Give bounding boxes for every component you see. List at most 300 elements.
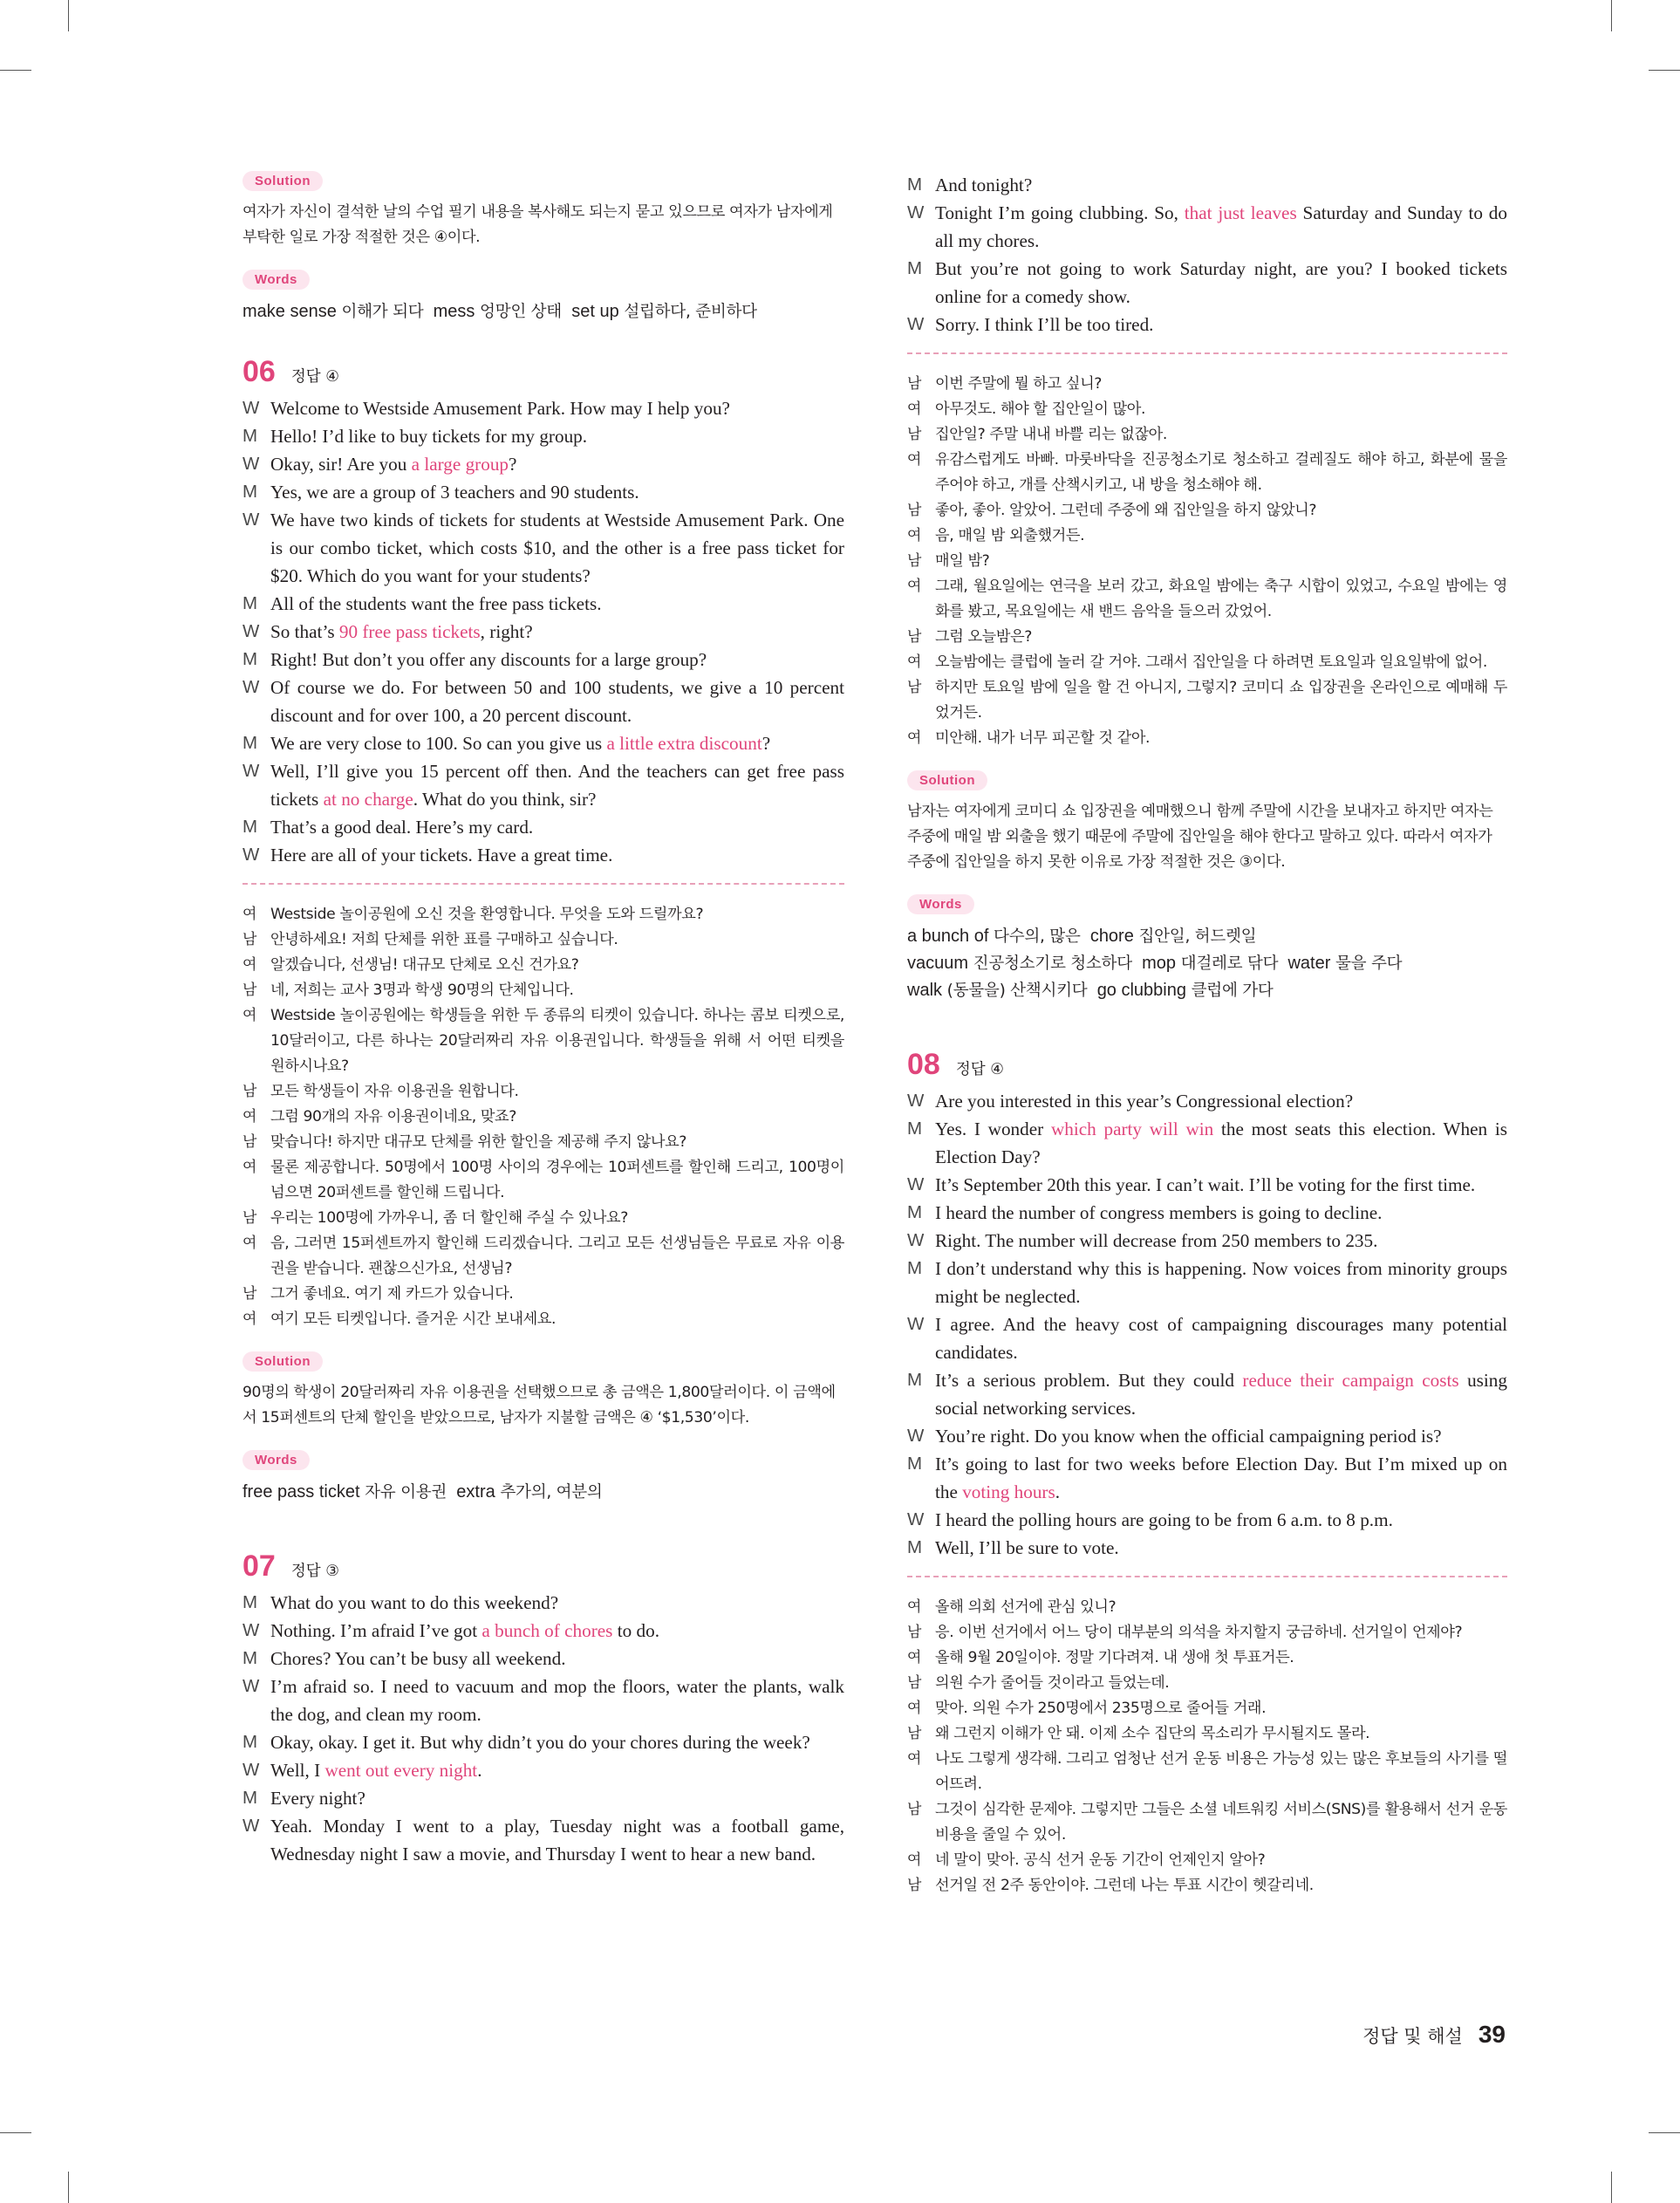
translation-line <box>907 1848 1507 1873</box>
speaker-label: 여 <box>907 729 922 747</box>
translation-line <box>907 726 1507 751</box>
translation-text: 아무것도. 해야 할 집안일이 많아. <box>935 400 1146 418</box>
dialogue-line <box>907 1115 1507 1171</box>
dialogue-text <box>935 1450 1507 1506</box>
question-number: 06 <box>242 355 276 388</box>
speaker-label: 여 <box>907 1750 922 1768</box>
speaker-label: W <box>242 1676 260 1696</box>
speaker-label: M <box>242 1592 258 1612</box>
crop-mark <box>0 70 31 71</box>
dialogue-line <box>907 1227 1507 1255</box>
translation-line <box>242 978 844 1003</box>
dialogue-text <box>935 171 1507 199</box>
right-column <box>907 171 1507 1899</box>
dialogue-text <box>270 757 844 813</box>
dialogue-fragment: That’s a good deal. Here’s my card. <box>270 817 534 838</box>
word-ko: (동물을) 산책시키다 <box>946 982 1088 1000</box>
dialogue-text <box>935 1255 1507 1310</box>
translation-text: 미안해. 내가 너무 피곤할 것 같아. <box>935 729 1151 747</box>
key-phrase: went out every night <box>324 1760 478 1781</box>
solution-text: 여자가 자신이 결석한 날의 수업 필기 내용을 복사해도 되는지 묻고 있으므로 여자가 남자에게 부탁한 일로 가장 적절한 것은 ④이다. <box>242 203 833 246</box>
dialogue-line <box>242 1589 844 1617</box>
crop-mark <box>1649 70 1680 71</box>
dialogue-text <box>270 1784 844 1812</box>
dialogue <box>907 171 1507 339</box>
dialogue-text <box>935 1227 1507 1255</box>
translation-line <box>242 1079 844 1105</box>
speaker-label: 남 <box>907 1624 922 1641</box>
dialogue-text <box>270 394 844 422</box>
word-ko: 자유 이용권 <box>365 1483 447 1502</box>
speaker-label: W <box>907 1426 925 1446</box>
translation-text: 그래, 월요일에는 연극을 보러 갔고, 화요일 밤에는 축구 시합이 있었고, 수요일 밤에는 영화를 봤고, 목요일에는 새 밴드 음악을 들으러 갔었어. <box>935 578 1507 620</box>
speaker-label: 남 <box>242 1083 257 1100</box>
dialogue-text <box>935 1366 1507 1422</box>
translation-text: 의원 수가 줄어들 것이라고 들었는데. <box>935 1674 1170 1692</box>
words-list <box>907 923 1507 1004</box>
translation-text: 우리는 100명에 가까우니, 좀 더 할인해 주실 수 있나요? <box>270 1209 628 1227</box>
dialogue-fragment: , right? <box>480 621 533 642</box>
key-phrase: at no charge <box>323 789 413 810</box>
translation-line <box>242 953 844 978</box>
dialogue-line <box>242 590 844 618</box>
translation-line <box>907 549 1507 574</box>
translation-text: 그거 좋네요. 여기 제 카드가 있습니다. <box>270 1285 514 1303</box>
dialogue-fragment: Of course we do. For between 50 and 100 students, we give a 10 percent discount and for over 100, a 20 percent discount. <box>270 677 844 726</box>
dialogue-line <box>907 1506 1507 1534</box>
speaker-label: M <box>907 258 923 278</box>
solution-badge: Solution <box>242 171 323 191</box>
key-phrase: a large group <box>411 454 509 475</box>
speaker-label: M <box>907 1370 923 1390</box>
word-ko: 다수의, 많은 <box>994 927 1081 946</box>
dialogue-line <box>907 1422 1507 1450</box>
dialogue-fragment: We are very close to 100. So can you give us <box>270 733 607 754</box>
dialogue-text <box>270 450 844 478</box>
key-phrase: voting hours <box>962 1481 1055 1502</box>
dialogue-fragment: . <box>477 1760 482 1781</box>
question-header <box>242 355 844 389</box>
speaker-label: M <box>242 1648 258 1668</box>
dialogue-fragment: Okay, sir! Are you <box>270 454 412 475</box>
dialogue-fragment: It’s a serious problem. But they could <box>935 1370 1243 1391</box>
dialogue-text <box>270 422 844 450</box>
divider <box>907 1576 1507 1577</box>
dialogue-line <box>907 311 1507 339</box>
speaker-label: M <box>907 1537 923 1557</box>
speaker-label: 여 <box>907 1700 922 1717</box>
dialogue-line <box>242 1673 844 1728</box>
dialogue-text <box>270 1589 844 1617</box>
word-ko: 대걸레로 닦다 <box>1180 954 1279 973</box>
dialogue <box>242 1589 844 1868</box>
speaker-label: 여 <box>242 1108 257 1125</box>
dialogue-text <box>270 646 844 674</box>
dialogue-line <box>242 646 844 674</box>
translation-line <box>242 1130 844 1155</box>
speaker-label: M <box>907 1202 923 1222</box>
dialogue-text <box>935 255 1507 311</box>
speaker-label: M <box>242 817 258 837</box>
dialogue-line <box>907 1171 1507 1199</box>
dialogue <box>907 1087 1507 1562</box>
translation-line <box>907 372 1507 397</box>
dialogue-fragment: Right. The number will decrease from 250 members to 235. <box>935 1230 1378 1251</box>
word-en: free pass ticket <box>242 1482 360 1502</box>
translation-line <box>907 1696 1507 1721</box>
dialogue-fragment: Every night? <box>270 1788 365 1809</box>
dialogue-fragment: Right! But don’t you offer any discounts for a large group? <box>270 649 707 670</box>
dialogue-line <box>242 506 844 590</box>
translation-line <box>907 498 1507 523</box>
speaker-label: 남 <box>907 1674 922 1692</box>
divider <box>907 352 1507 354</box>
dialogue-line <box>242 1812 844 1868</box>
words-badge: Words <box>907 894 974 914</box>
speaker-label: W <box>907 1091 925 1111</box>
translation-text: 이번 주말에 뭘 하고 싶니? <box>935 375 1103 393</box>
dialogue-line <box>242 813 844 841</box>
word-ko: 진공청소기로 청소하다 <box>973 954 1132 973</box>
question-answer: 정답 ③ <box>290 1563 339 1580</box>
speaker-label: W <box>242 1816 260 1836</box>
dialogue-fragment: I heard the polling hours are going to be from 6 a.m. to 8 p.m. <box>935 1509 1393 1530</box>
speaker-label: M <box>907 1119 923 1139</box>
translation-line <box>907 625 1507 650</box>
dialogue-text <box>270 618 844 646</box>
dialogue-fragment: So that’s <box>270 621 339 642</box>
word-ko: 클럽에 가다 <box>1191 982 1274 1000</box>
speaker-label: 여 <box>242 906 257 923</box>
translation-text: 나도 그렇게 생각해. 그리고 엄청난 선거 운동 비용은 가능성 있는 많은 후보들의 사기를 떨어뜨려. <box>935 1750 1507 1793</box>
word-ko: 집안일, 허드렛일 <box>1138 927 1257 946</box>
dialogue-text <box>935 311 1507 339</box>
dialogue-line <box>242 729 844 757</box>
words-badge: Words <box>242 270 310 290</box>
speaker-label: 남 <box>907 1801 922 1818</box>
translation-line <box>242 1105 844 1130</box>
word-en: vacuum <box>907 954 969 973</box>
speaker-label: 남 <box>907 502 922 519</box>
word-en: extra <box>456 1482 495 1502</box>
dialogue-fragment: It’s September 20th this year. I can’t wait. I’ll be voting for the first time. <box>935 1174 1476 1195</box>
translation-line <box>907 1645 1507 1671</box>
dialogue-line <box>242 1756 844 1784</box>
speaker-label: W <box>242 1620 260 1640</box>
dialogue <box>242 394 844 869</box>
dialogue-fragment: I don’t understand why this is happening. Now voices from minority groups might be neglected. <box>935 1258 1507 1307</box>
speaker-label: M <box>242 426 258 446</box>
dialogue-fragment: Here are all of your tickets. Have a great time. <box>270 845 613 865</box>
translation <box>907 1595 1507 1899</box>
translation-text: 그럼 오늘밤은? <box>935 628 1033 646</box>
translation-line <box>907 1873 1507 1899</box>
words-list <box>242 1479 844 1506</box>
speaker-label: 남 <box>907 552 922 570</box>
translation-line <box>907 1747 1507 1797</box>
translation-text: 그럼 90개의 자유 이용권이네요, 맞죠? <box>270 1108 516 1125</box>
dialogue-fragment: . <box>1055 1481 1061 1502</box>
translation-line <box>907 1595 1507 1620</box>
speaker-label: W <box>907 1314 925 1334</box>
word-ko: 이해가 되다 <box>341 303 424 321</box>
dialogue-line <box>907 1366 1507 1422</box>
speaker-label: 남 <box>907 1725 922 1742</box>
translation-text: 음, 그러면 15퍼센트까지 할인해 드리겠습니다. 그리고 모든 선생님들은 무료로 자유 이용권을 받습니다. 괜찮으신가요, 선생님? <box>270 1235 844 1277</box>
dialogue-text <box>935 1310 1507 1366</box>
translation-line <box>907 574 1507 625</box>
speaker-label: W <box>242 510 260 530</box>
words-line <box>907 977 1507 1004</box>
dialogue-line <box>242 674 844 729</box>
dialogue-line <box>907 171 1507 199</box>
translation-text: 맞아. 의원 수가 250명에서 235명으로 줄어들 거래. <box>935 1700 1267 1717</box>
dialogue-line <box>242 1784 844 1812</box>
speaker-label: W <box>242 761 260 781</box>
question-header <box>242 1550 844 1584</box>
speaker-label: 여 <box>907 1851 922 1869</box>
translation-line <box>242 1003 844 1079</box>
solution-text: 90명의 학생이 20달러짜리 자유 이용권을 선택했으므로 총 금액은 1,800달러이다. 이 금액에서 15퍼센트의 단체 할인을 받았으므로, 남자가 지불할 금액은 ④ ‘$1,530’이다. <box>242 1384 836 1426</box>
dialogue-line <box>907 1310 1507 1366</box>
key-phrase: reduce their campaign costs <box>1242 1370 1459 1391</box>
dialogue-fragment: All of the students want the free pass tickets. <box>270 593 602 614</box>
crop-mark <box>68 0 69 31</box>
question-answer: 정답 ④ <box>955 1061 1004 1078</box>
dialogue-fragment: Yes. I wonder <box>935 1119 1051 1139</box>
dialogue-line <box>242 1728 844 1756</box>
speaker-label: 남 <box>242 931 257 948</box>
translation-line <box>242 902 844 927</box>
word-ko: 엉망인 상태 <box>480 303 562 321</box>
dialogue-text <box>935 1534 1507 1562</box>
footer-title: 정답 및 해설 <box>1362 2026 1463 2047</box>
speaker-label: 여 <box>242 1007 257 1024</box>
speaker-label: W <box>242 1760 260 1780</box>
translation-text: 응. 이번 선거에서 어느 당이 대부분의 의석을 차지할지 궁금하네. 선거일이 언제야? <box>935 1624 1463 1641</box>
word-en: water <box>1287 954 1331 973</box>
translation-text: 음, 매일 밤 외출했거든. <box>935 527 1085 544</box>
translation-text: 좋아, 좋아. 알았어. 그런데 주중에 왜 집안일을 하지 않았니? <box>935 502 1317 519</box>
dialogue-text <box>935 1422 1507 1450</box>
word-en: a bunch of <box>907 927 989 946</box>
translation-line <box>907 675 1507 726</box>
translation-line <box>907 422 1507 448</box>
speaker-label: M <box>242 593 258 613</box>
speaker-label: 여 <box>242 1235 257 1252</box>
words-list <box>242 298 844 325</box>
translation-text: 안녕하세요! 저희 단체를 위한 표를 구매하고 싶습니다. <box>270 931 618 948</box>
dialogue-line <box>907 1255 1507 1310</box>
solution-badge: Solution <box>907 770 987 790</box>
dialogue-fragment: Nothing. I’m afraid I’ve got <box>270 1620 482 1641</box>
speaker-label: 남 <box>907 375 922 393</box>
divider <box>242 883 844 885</box>
translation-line <box>907 1797 1507 1848</box>
translation-line <box>907 523 1507 549</box>
word-ko: 설립하다, 준비하다 <box>624 303 757 321</box>
translation-text: 물론 제공합니다. 50명에서 100명 사이의 경우에는 10퍼센트를 할인해 드리고, 100명이 넘으면 20퍼센트를 할인해 드립니다. <box>270 1159 844 1201</box>
dialogue-fragment: Welcome to Westside Amusement Park. How may I help you? <box>270 398 730 419</box>
speaker-label: 여 <box>907 1598 922 1616</box>
speaker-label: 여 <box>242 956 257 974</box>
translation-text: 오늘밤에는 클럽에 놀러 갈 거야. 그래서 집안일을 다 하려면 토요일과 일요일밖에 없어. <box>935 653 1487 671</box>
dialogue-fragment: Yeah. Monday I went to a play, Tuesday night was a football game, Wednesday night I saw a movie, and Thursday I went to hear a new band. <box>270 1816 844 1864</box>
word-en: mess <box>433 302 475 321</box>
solution-badge: Solution <box>242 1351 323 1372</box>
translation <box>242 902 844 1332</box>
dialogue-fragment: What do you want to do this weekend? <box>270 1592 559 1613</box>
translation-text: 그것이 심각한 문제야. 그렇지만 그들은 소셜 네트워킹 서비스(SNS)를 활용해서 선거 운동 비용을 줄일 수 있어. <box>935 1801 1507 1844</box>
speaker-label: M <box>242 482 258 502</box>
dialogue-line <box>907 1450 1507 1506</box>
dialogue-fragment: . What do you think, sir? <box>413 789 597 810</box>
speaker-label: 여 <box>907 1649 922 1666</box>
speaker-label: W <box>907 1509 925 1529</box>
speaker-label: W <box>907 1174 925 1194</box>
page-number: 39 <box>1478 2021 1506 2048</box>
translation-line <box>907 448 1507 498</box>
translation-text: 하지만 토요일 밤에 일을 할 건 아니지, 그렇지? 코미디 쇼 입장권을 온라인으로 예매해 두었거든. <box>935 679 1507 722</box>
translation-line <box>907 1721 1507 1747</box>
dialogue-line <box>242 422 844 450</box>
solution-text: 남자는 여자에게 코미디 쇼 입장권을 예매했으니 함께 주말에 시간을 보내자고 하지만 여자는 주중에 매일 밤 외출을 했기 때문에 주말에 집안일을 해야 한다고 말하고 있다. 따라서 여자가 주중에 집안일을 하지 못한 이유로 가장 적절한 것은 ③이다. <box>907 803 1493 871</box>
dialogue-fragment: I agree. And the heavy cost of campaigning discourages many potential candidates. <box>935 1314 1507 1363</box>
speaker-label: 남 <box>242 1285 257 1303</box>
speaker-label: W <box>907 1230 925 1250</box>
translation-line <box>242 927 844 953</box>
dialogue-fragment: Well, I’ll give you 15 percent off then. And the teachers can get free pass tickets <box>270 761 844 810</box>
dialogue-fragment: Okay, okay. I get it. But why didn’t you do your chores during the week? <box>270 1732 810 1753</box>
dialogue-fragment: You’re right. Do you know when the official campaigning period is? <box>935 1426 1442 1447</box>
translation-line <box>242 1155 844 1206</box>
words-badge: Words <box>242 1450 310 1470</box>
dialogue-fragment: Hello! I’d like to buy tickets for my group. <box>270 426 588 447</box>
page-footer <box>1362 2021 1506 2049</box>
question-answer: 정답 ④ <box>290 368 339 386</box>
speaker-label: 남 <box>242 1209 257 1227</box>
words-line <box>907 950 1507 977</box>
dialogue-text <box>270 729 844 757</box>
translation-line <box>907 397 1507 422</box>
translation-text: 알겠습니다, 선생님! 대규모 단체로 오신 건가요? <box>270 956 579 974</box>
dialogue-text <box>270 1728 844 1756</box>
crop-mark <box>1611 2172 1612 2203</box>
words-line <box>907 923 1507 950</box>
dialogue-line <box>242 1617 844 1645</box>
dialogue-text <box>270 1812 844 1868</box>
key-phrase: that just leaves <box>1184 202 1297 223</box>
speaker-label: M <box>907 1258 923 1278</box>
dialogue-fragment: ? <box>509 454 517 475</box>
speaker-label: 남 <box>907 426 922 443</box>
speaker-label: 여 <box>907 527 922 544</box>
translation-line <box>242 1231 844 1282</box>
dialogue-fragment: Yes, we are a group of 3 teachers and 90 students. <box>270 482 639 503</box>
translation-line <box>242 1282 844 1307</box>
dialogue-line <box>907 1534 1507 1562</box>
speaker-label: 여 <box>242 1310 257 1328</box>
speaker-label: W <box>242 454 260 474</box>
dialogue-fragment: Tonight I’m going clubbing. So, <box>935 202 1185 223</box>
speaker-label: 남 <box>907 679 922 696</box>
dialogue-text <box>270 674 844 729</box>
speaker-label: 여 <box>907 400 922 418</box>
key-phrase: 90 free pass tickets <box>338 621 481 642</box>
translation-line <box>907 1671 1507 1696</box>
dialogue-line <box>242 450 844 478</box>
dialogue-fragment: using social networking services. <box>935 1370 1507 1419</box>
translation-line <box>907 1620 1507 1645</box>
speaker-label: W <box>242 398 260 418</box>
speaker-label: 여 <box>907 653 922 671</box>
translation-line <box>907 650 1507 675</box>
dialogue-line <box>242 841 844 869</box>
translation-text: 매일 밤? <box>935 552 990 570</box>
dialogue-fragment: I’m afraid so. I need to vacuum and mop the floors, water the plants, walk the dog, and clean my room. <box>270 1676 844 1725</box>
key-phrase: a bunch of chores <box>481 1620 613 1641</box>
dialogue-line <box>907 1199 1507 1227</box>
speaker-label: 여 <box>907 451 922 469</box>
dialogue-text <box>935 1199 1507 1227</box>
dialogue-fragment: Well, I <box>270 1760 325 1781</box>
speaker-label: W <box>242 845 260 865</box>
speaker-label: W <box>907 202 925 222</box>
key-phrase: which party will win <box>1050 1119 1214 1139</box>
speaker-label: M <box>907 174 923 195</box>
translation-line <box>242 1206 844 1231</box>
translation-text: 올해 9월 20일이야. 정말 기다려져. 내 생애 첫 투표거든. <box>935 1649 1294 1666</box>
dialogue-line <box>907 255 1507 311</box>
word-ko: 물을 주다 <box>1335 954 1403 973</box>
crop-mark <box>1611 0 1612 31</box>
dialogue-fragment: the most seats this election. When is Election Day? <box>935 1119 1507 1167</box>
dialogue-text <box>270 590 844 618</box>
translation-text: 네, 저희는 교사 3명과 학생 90명의 단체입니다. <box>270 982 574 999</box>
question-number: 08 <box>907 1048 940 1081</box>
word-ko: 추가의, 여분의 <box>500 1483 603 1502</box>
translation-text: 여기 모든 티켓입니다. 즐거운 시간 보내세요. <box>270 1310 557 1328</box>
dialogue-text <box>270 1756 844 1784</box>
dialogue-fragment: I heard the number of congress members is going to decline. <box>935 1202 1383 1223</box>
translation-text: Westside 놀이공원에는 학생들을 위한 두 종류의 티켓이 있습니다. 하나는 콤보 티켓으로, 10달러이고, 다른 하나는 20달러짜리 자유 이용권입니다. 학생들을 위해 서 어떤 티켓을 원하시나요? <box>270 1007 844 1075</box>
dialogue-text <box>935 1087 1507 1115</box>
translation-text: 왜 그런지 이해가 안 돼. 이제 소수 집단의 목소리가 무시될지도 몰라. <box>935 1725 1370 1742</box>
speaker-label: M <box>242 733 258 753</box>
dialogue-fragment: to do. <box>612 1620 659 1641</box>
dialogue-line <box>242 618 844 646</box>
translation-text: 모든 학생들이 자유 이용권을 원합니다. <box>270 1083 519 1100</box>
dialogue-text <box>270 1673 844 1728</box>
dialogue-text <box>270 841 844 869</box>
speaker-label: 남 <box>907 628 922 646</box>
word-en: walk <box>907 981 943 1000</box>
dialogue-text <box>270 1645 844 1673</box>
translation-text: 집안일? 주말 내내 바쁠 리는 없잖아. <box>935 426 1167 443</box>
translation <box>907 372 1507 751</box>
translation-text: 유감스럽게도 바빠. 마룻바닥을 진공청소기로 청소하고 걸레질도 해야 하고, 화분에 물을 주어야 하고, 개를 산책시키고, 내 방을 청소해야 해. <box>935 451 1507 494</box>
dialogue-line <box>242 394 844 422</box>
dialogue-fragment: We have two kinds of tickets for students at Westside Amusement Park. One is our combo ticket, which costs $10, and the other is a free pass ticket for $20. Which do you want for your students? <box>270 510 844 586</box>
dialogue-line <box>907 199 1507 255</box>
speaker-label: M <box>242 1788 258 1808</box>
crop-mark <box>68 2172 69 2203</box>
speaker-label: 여 <box>242 1159 257 1176</box>
crop-mark <box>1649 2132 1680 2133</box>
key-phrase: a little extra discount <box>606 733 762 754</box>
dialogue-line <box>242 478 844 506</box>
speaker-label: M <box>242 1732 258 1752</box>
